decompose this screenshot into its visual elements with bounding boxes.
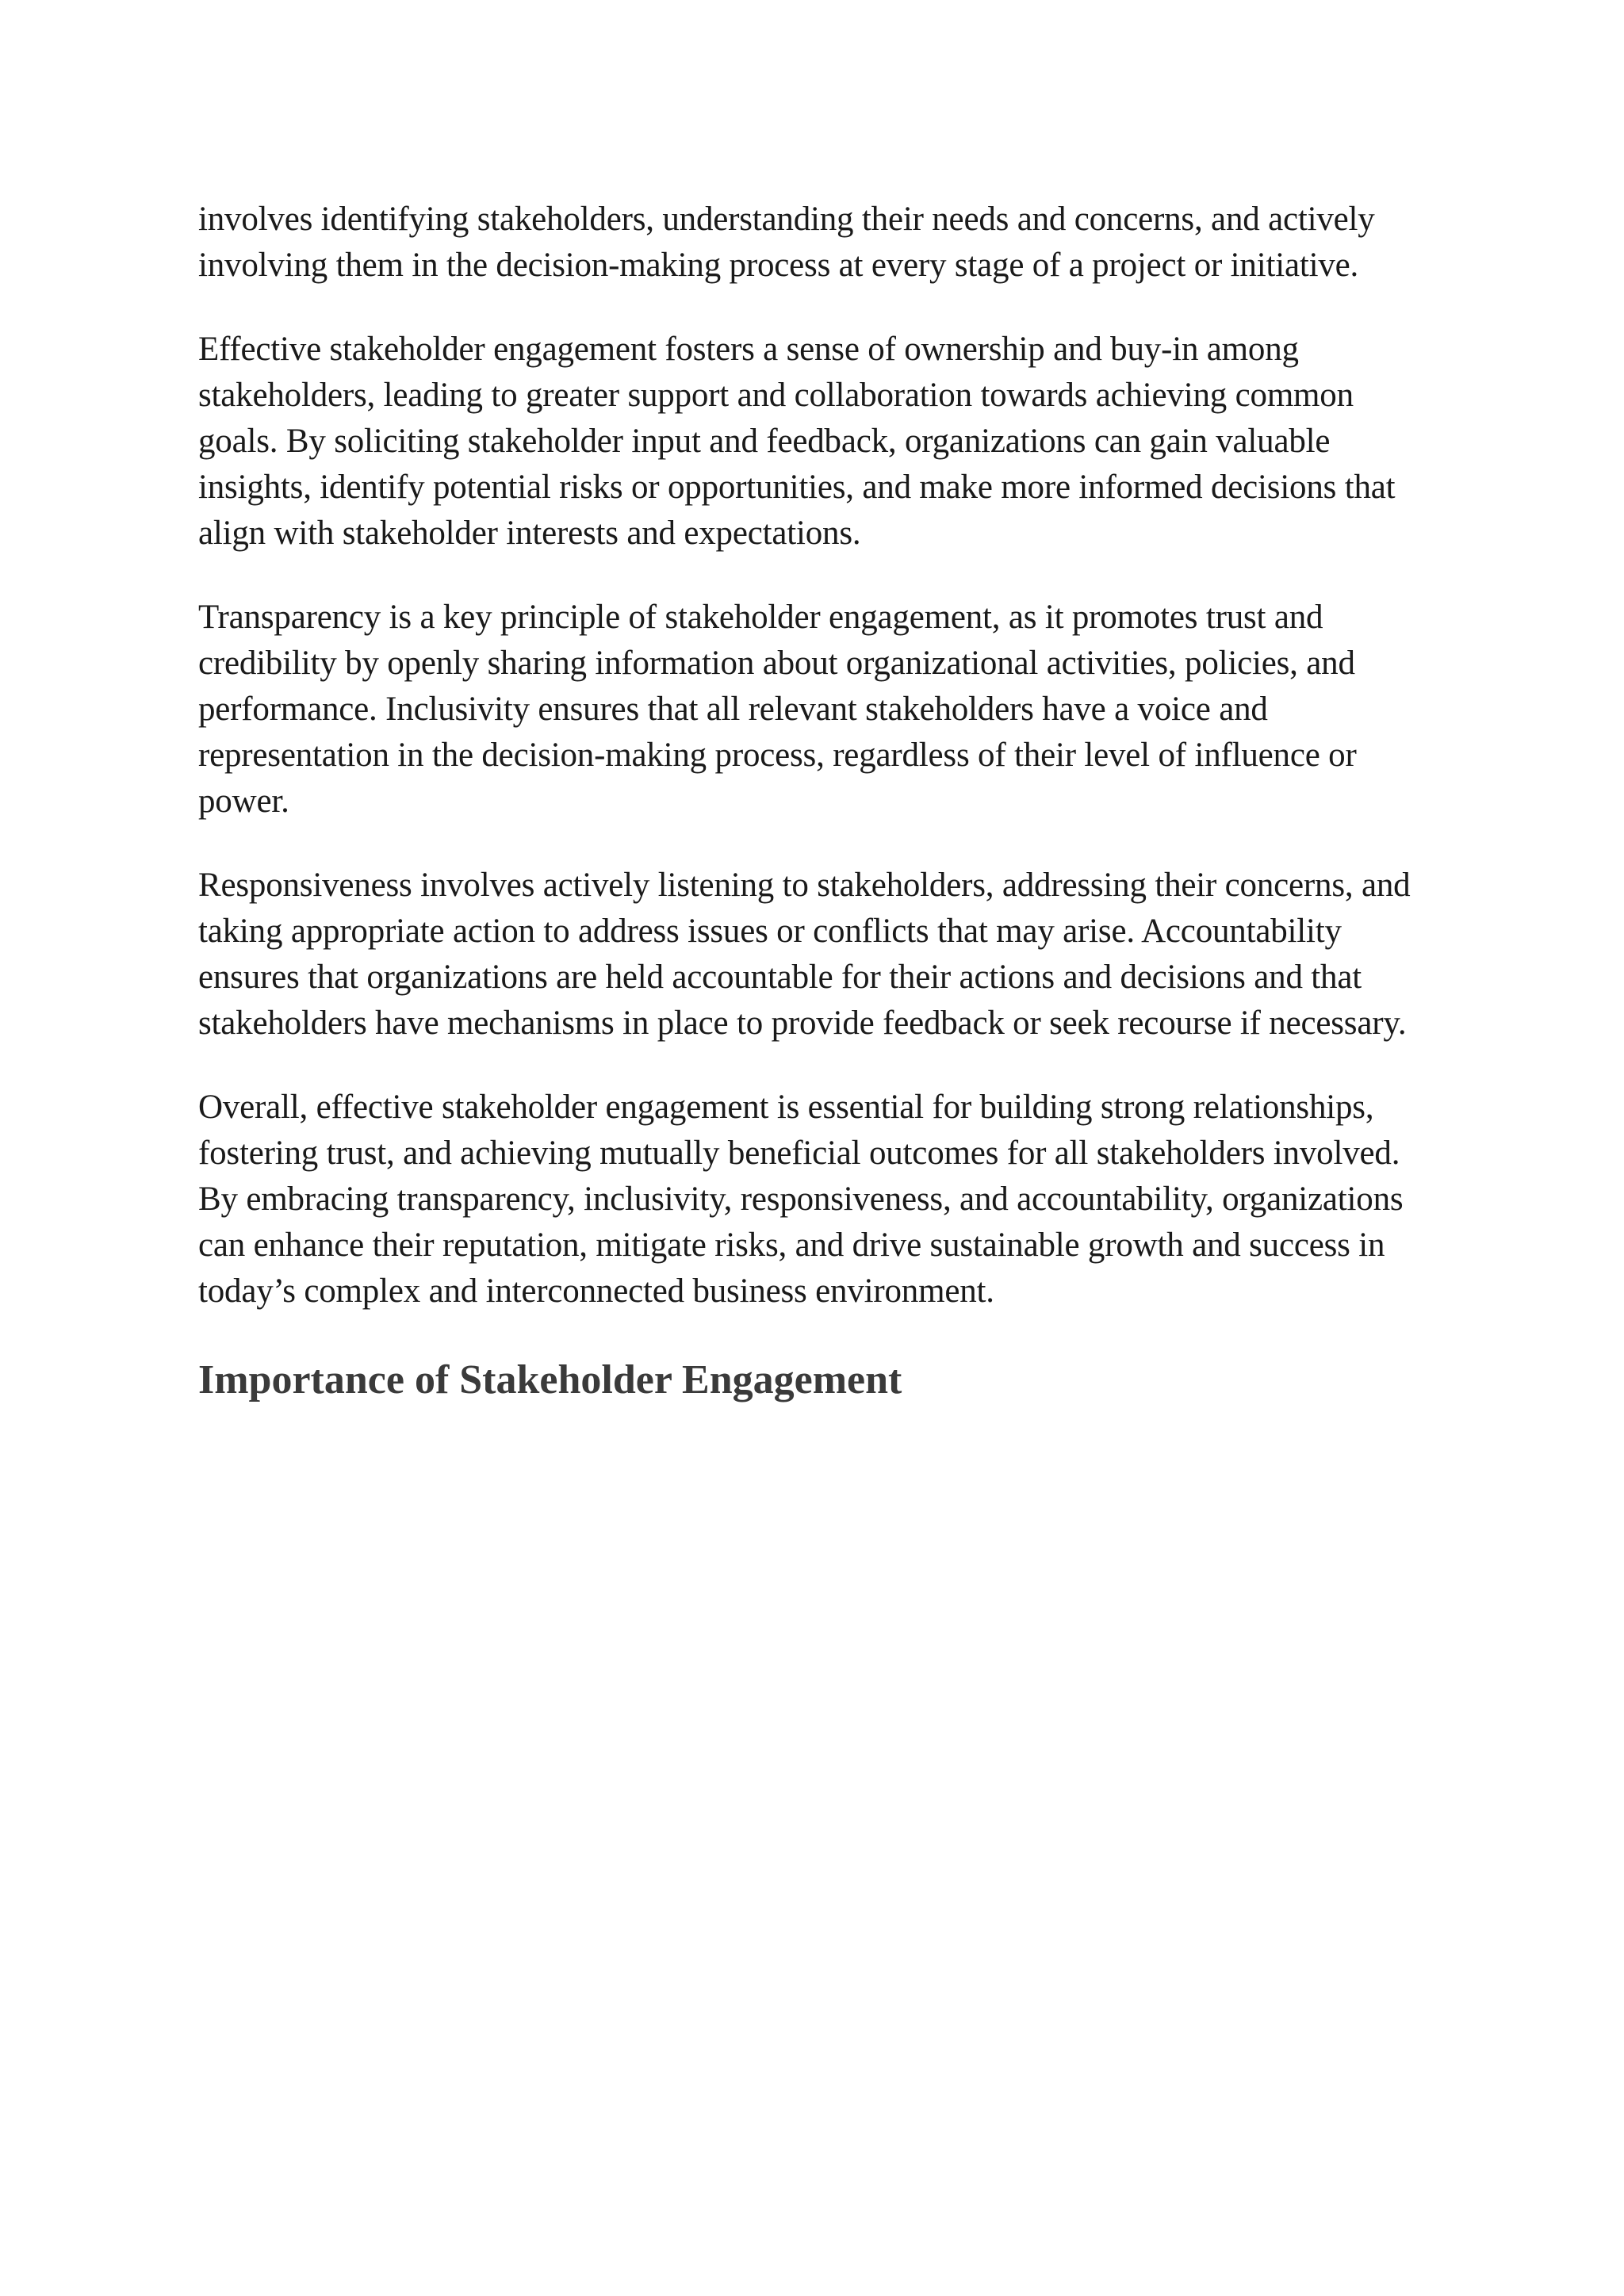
paragraph-effective-engagement: Effective stakeholder engagement fosters a sense of ownership and buy-in among stakeholders, leading to greater support and collaboration towards achieving common goals. By soliciting stakeholder input and feedback, organizations can gain valuable insights, identify potential risks or opportunities, and make more informed decisions that align with stakeholder interests and expectations. xyxy=(198,331,1396,552)
paragraph-responsiveness: Responsiveness involves actively listening to stakeholders, addressing their concerns, and taking appropriate action to address issues or conflicts that may arise. Accountability ensures that organizations are held accountable for their actions and decisions and that stakeholders have mechanisms in place to provide feedback or seek recourse if necessary. xyxy=(198,867,1411,1042)
paragraph-overall: Overall, effective stakeholder engagement is essential for building strong relationships, fostering trust, and achieving mutually beneficial outcomes for all stakeholders involved. By embracing transparency, inclusivity, responsiveness, and accountability, organizations can enhance their reputation, mitigate risks, and drive sustainable growth and success in today’s complex and interconnected business environment. xyxy=(198,1089,1404,1310)
document-body xyxy=(198,197,1435,1408)
paragraph-transparency: Transparency is a key principle of stakeholder engagement, as it promotes trust and credibility by openly sharing information about organizational activities, policies, and performance. Inclusivity ensures that all relevant stakeholders have a voice and representation in the decision-making process, regardless of their level of influence or power. xyxy=(198,599,1357,820)
section-heading: Importance of Stakeholder Engagement xyxy=(198,1357,902,1402)
paragraph-intro-continuation: involves identifying stakeholders, understanding their needs and concerns, and actively involving them in the decision-making process at every stage of a project or initiative. xyxy=(198,201,1375,284)
